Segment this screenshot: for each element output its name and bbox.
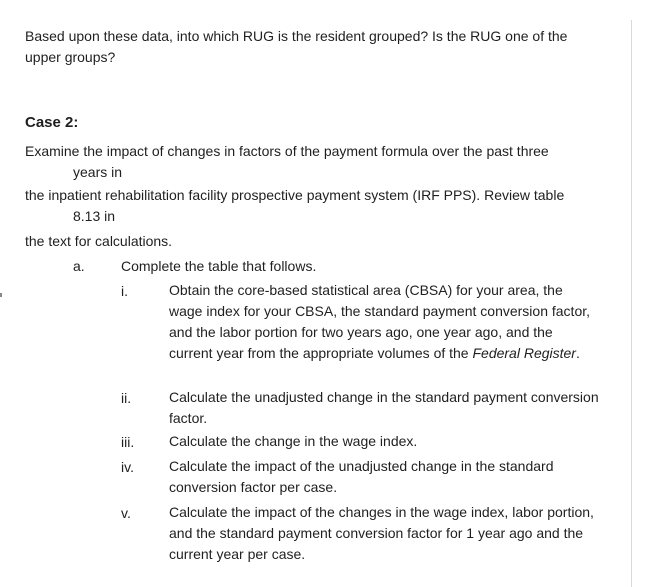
- question-line-1: Based upon these data, into which RUG is the resident grouped? Is the RUG one of the: [25, 28, 568, 44]
- case-intro-line-3: the inpatient rehabilitation facility prospective payment system (IRF PPS). Review table: [25, 187, 565, 203]
- subitem-text: Calculate the impact of the changes in the wage index, labor portion, and the standard payment conversion factor for 1 year ago and the current year per case.: [169, 504, 594, 562]
- subitem-text: Calculate the unadjusted change in the standard payment conversion factor.: [169, 389, 599, 426]
- subitem-text: [169, 280, 599, 364]
- subitem-marker: ii.: [121, 390, 132, 406]
- list-marker-a: a.: [73, 258, 85, 274]
- subitem-marker: v.: [121, 505, 131, 521]
- subitem-text-body: Obtain the core-based statistical area (CBSA) for your area, the wage index for your CBSA, the standard payment conversion factor, and the labor portion for two years ago, one year ago, and the current year from the appropriate volumes of the: [169, 282, 591, 361]
- federal-register-title: Federal Register: [472, 345, 576, 361]
- question-line-2: upper groups?: [25, 49, 116, 65]
- case-intro-line-1: Examine the impact of changes in factors of the payment formula over the past three: [25, 143, 549, 159]
- margin-tick-mark: [0, 293, 2, 297]
- subitem-text: Calculate the change in the wage index.: [169, 433, 418, 449]
- subitem-text: Calculate the impact of the unadjusted change in the standard conversion factor per case.: [169, 458, 554, 495]
- case-intro-line-4: 8.13 in: [73, 208, 116, 224]
- subitem-text-tail: .: [575, 345, 580, 361]
- subitem-marker: i.: [121, 283, 128, 299]
- page-edge-divider: [631, 20, 632, 587]
- case-intro-line-2: years in: [73, 164, 123, 180]
- list-item-a-text: Complete the table that follows.: [121, 258, 317, 274]
- case-heading: Case 2:: [25, 114, 79, 131]
- case-intro-line-5: the text for calculations.: [25, 233, 173, 249]
- subitem-marker: iv.: [121, 459, 134, 475]
- subitem-marker: iii.: [121, 434, 135, 450]
